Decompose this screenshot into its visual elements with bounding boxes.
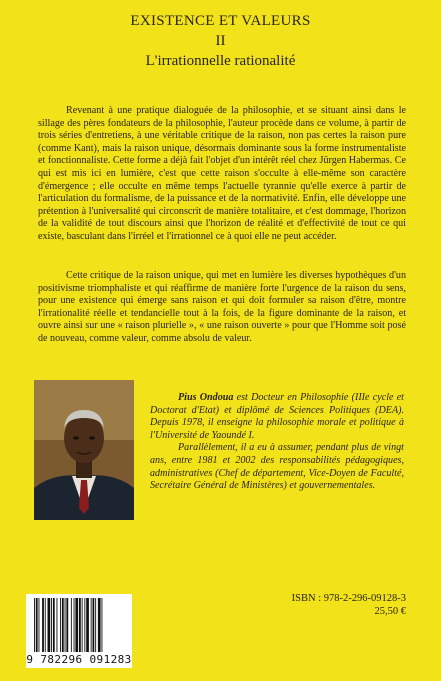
author-photo [34, 380, 134, 520]
barcode-bar [95, 598, 96, 652]
barcode-bar [71, 598, 72, 652]
barcode-bar [93, 598, 95, 652]
barcode-bar [84, 598, 85, 652]
barcode-bar [36, 598, 38, 652]
barcode-bar [60, 598, 61, 652]
barcode-bar [57, 598, 58, 652]
barcode-bar [98, 598, 101, 652]
barcode-bar [53, 598, 55, 652]
summary-paragraph-1: Revenant à une pratique dialoguée de la philosophie, et se situant ainsi dans le sillage des pères fondateurs de la philosophie, l'auteur procède dans ce volume, à partir de trois séries d'entretiens, à une véritable critique de la raison, non pas certes la raison pure (comme Kant), mais la raison unique, désormais dominante sous la forme instrumentaliste et fonctionnaliste. Cette forme a déjà fait l'objet d'un intérêt réel chez Jürgen Habermas. Ce qui est mis ici en lumière, c'est que cette raison s'occulte à elle-même son caractère d'émergence ; elle occulte en même temps l'actuelle tyrannie qu'elle exerce à partir de l'articulation du formalisme, de la puissance et de la normativité. Enfin, elle développe une prétention à l'universalité qui circonscrit de manière totalitaire, et c'est dommage, l'horizon de la validité de tout discours ainsi que l'horizon de réalité et d'effectivité de tout ce qui existe, basculant dans l'irréel et l'irrationnel ce à quoi elle ne peut accéder. [38, 105, 406, 242]
bio-text-1: est Docteur en Philosophie (IIIe cycle et Doctorat d'Etat) et diplômé de Sciences Politiques (DEA). Depuis 1978, il enseigne la philosophie morale et politique à l'Université de Yaoundé I. [150, 392, 404, 441]
barcode-bar [75, 598, 78, 652]
barcode-bar [82, 598, 83, 652]
book-subtitle: L'irrationnelle rationalité [145, 53, 296, 69]
author-bio [150, 392, 404, 493]
book-title: EXISTENCE ET VALEURS [130, 13, 311, 29]
barcode-bar [79, 598, 81, 652]
barcode-bar [86, 598, 89, 652]
title-block [0, 12, 441, 70]
barcode-bar [91, 598, 92, 652]
barcode-bar [45, 598, 46, 652]
barcode-bar [65, 598, 66, 652]
barcode-bar [34, 598, 35, 652]
bio-paragraph-2: Parallèlement, il a eu à assumer, pendant plus de vingt ans, entre 1981 et 2002 des responsabilités pédagogiques, administratives (Chef de département, Vice-Doyen de Faculté, Secrétaire Général de Ministères) et gouvernementales. [150, 442, 404, 492]
barcode-bar [48, 598, 51, 652]
isbn-block [292, 592, 406, 618]
barcode-bar [39, 598, 40, 652]
summary-paragraph-2: Cette critique de la raison unique, qui met en lumière les diverses hypothèques d'un positivisme triomphaliste et qui réaffirme de manière forte l'urgence de la raison du sens, pour une existence qui émerge sans raison et qui doit formuler sa raison d'être, montre l'irrationalité réelle et tendancielle tout à la fois, de la figure dominante de la raison, et ouvre ainsi sur une « raison plurielle », « une raison ouverte » pour que l'Homme soit posé de nouveau, comme valeur, comme absolu de valeur. [38, 270, 406, 344]
bio-paragraph-1 [150, 392, 404, 442]
barcode-bar [51, 598, 52, 652]
barcode-bar [66, 598, 68, 652]
author-name: Pius Ondoua [178, 392, 234, 403]
barcode-digits: 9 782296 091283 [26, 653, 132, 666]
barcode-bar [42, 598, 44, 652]
barcode-bar [74, 598, 75, 652]
volume-number: II [215, 33, 226, 49]
barcode-bar [102, 598, 103, 652]
price: 25,50 € [374, 606, 406, 617]
isbn-number: ISBN : 978-2-296-09128-3 [291, 593, 406, 604]
barcode-bar [62, 598, 64, 652]
